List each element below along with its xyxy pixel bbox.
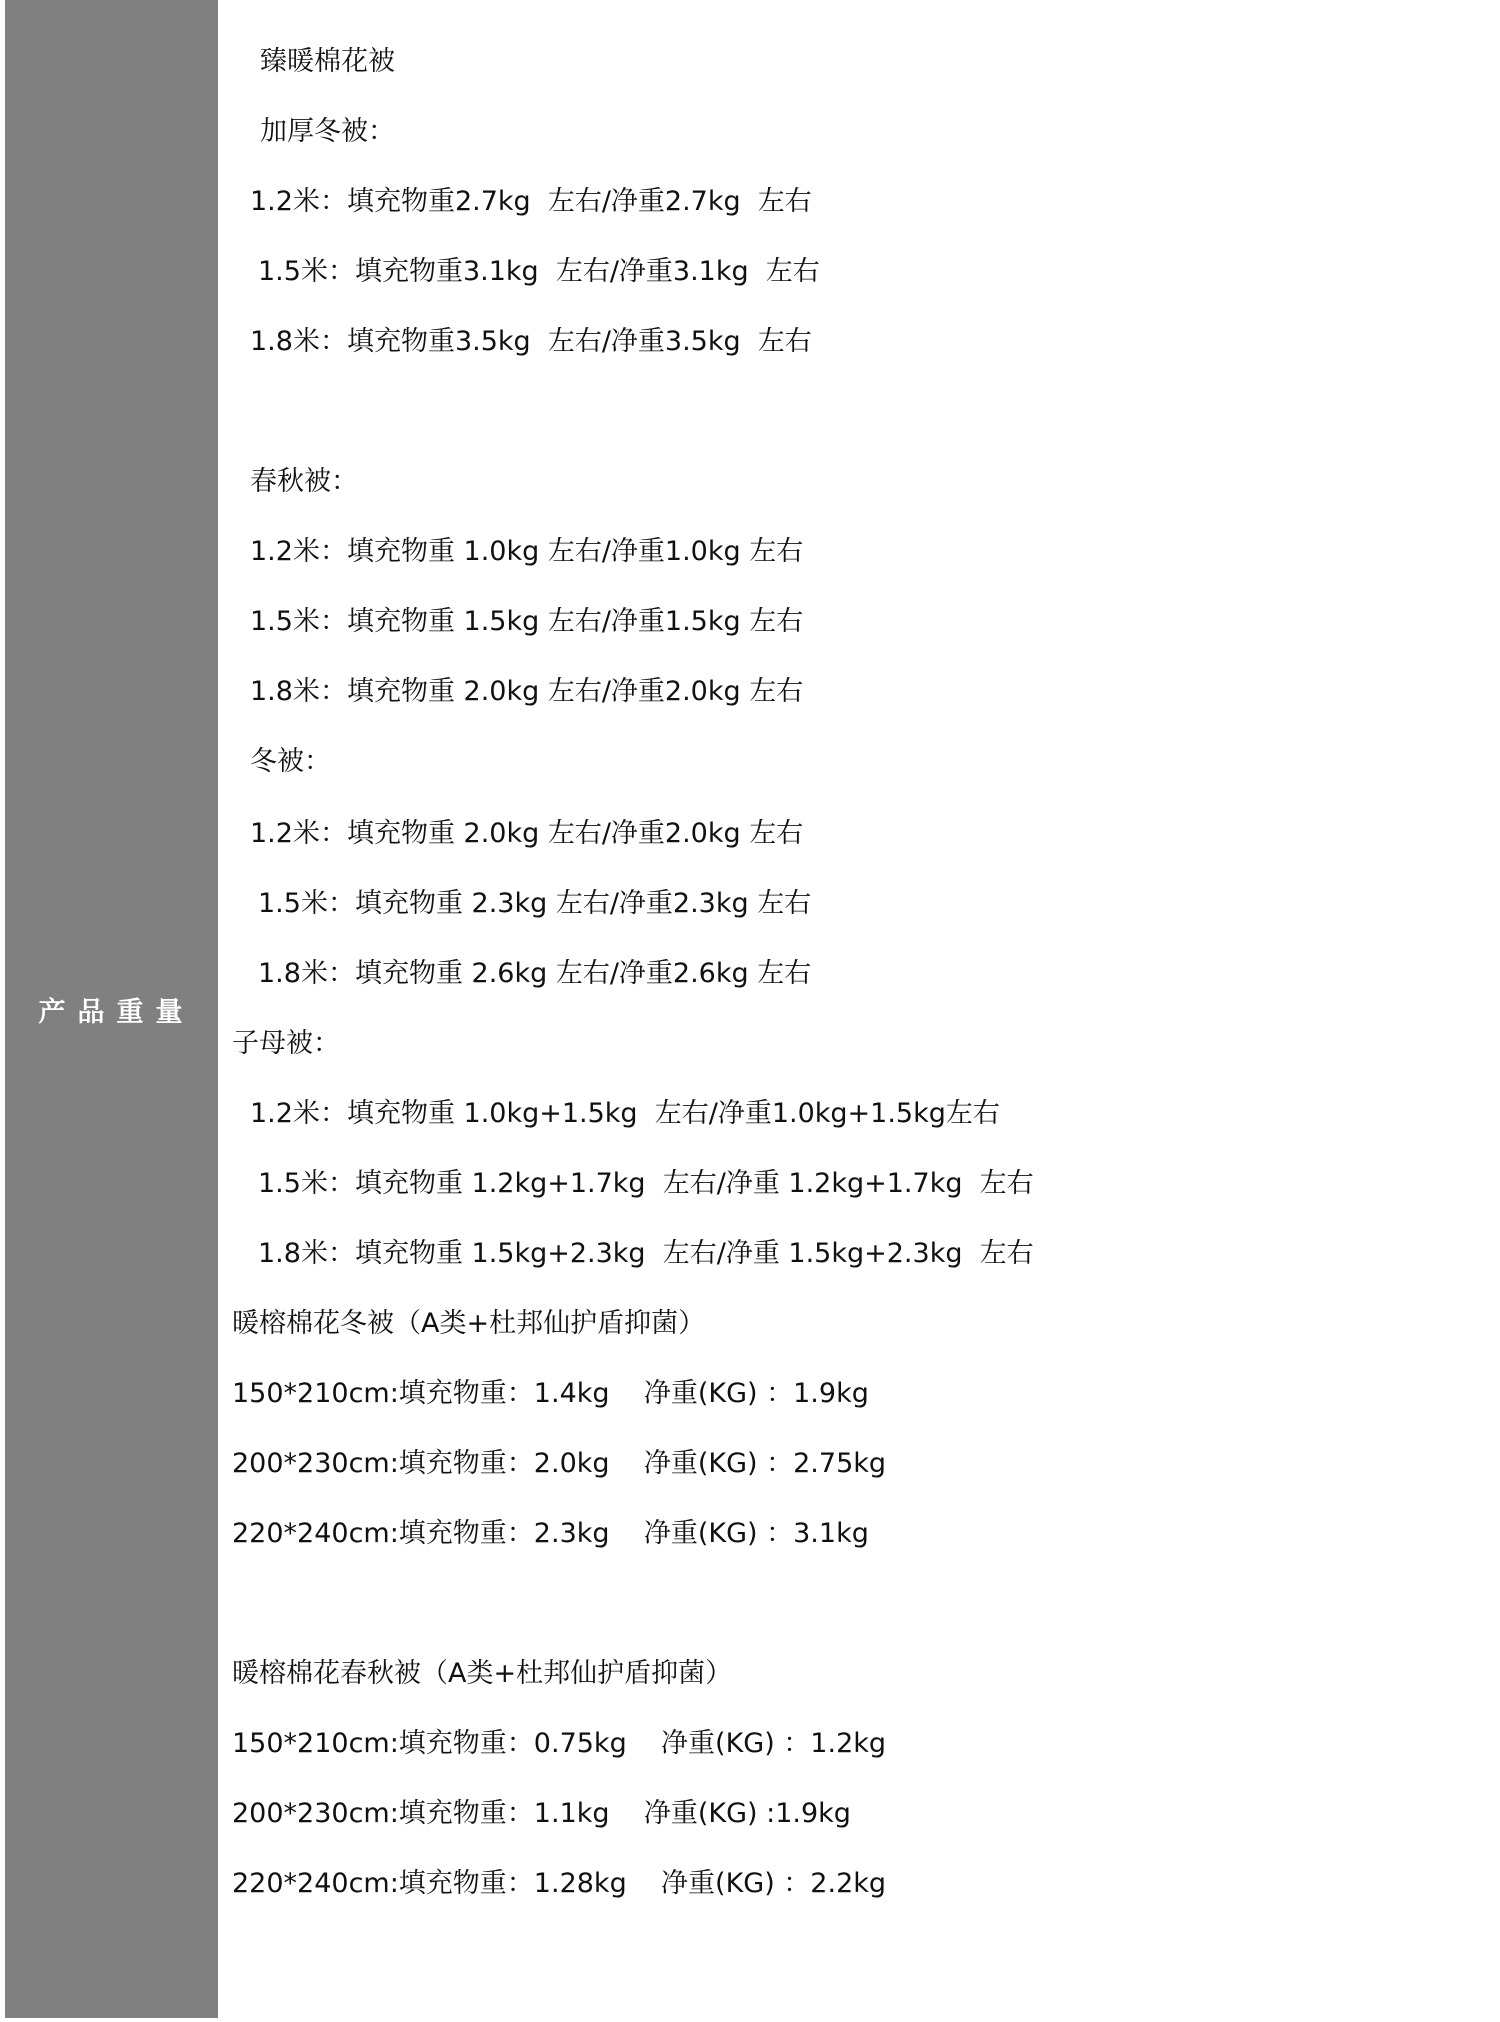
spec-line: 200*230cm:填充物重：2.0kg 净重(KG) ：2.75kg bbox=[232, 1448, 887, 1479]
section-title-nuanrong-spring-autumn: 暖榕棉花春秋被（A类+杜邦仙护盾抑菌） bbox=[232, 1658, 733, 1689]
subsection-spring-autumn: 春秋被： bbox=[250, 466, 358, 497]
spec-line: 1.5米：填充物重 1.5kg 左右/净重1.5kg 左右 bbox=[250, 606, 804, 637]
spec-line: 1.5米：填充物重 1.2kg+1.7kg 左右/净重 1.2kg+1.7kg 左右 bbox=[258, 1168, 1034, 1199]
spec-line: 150*210cm:填充物重：0.75kg 净重(KG) ：1.2kg bbox=[232, 1728, 887, 1759]
spec-line: 220*240cm:填充物重：2.3kg 净重(KG) ：3.1kg bbox=[232, 1518, 869, 1549]
spec-line: 220*240cm:填充物重：1.28kg 净重(KG) ：2.2kg bbox=[232, 1868, 887, 1899]
subsection-thick-winter: 加厚冬被： bbox=[260, 116, 395, 147]
spec-line: 1.5米：填充物重3.1kg 左右/净重3.1kg 左右 bbox=[258, 256, 820, 287]
spec-line: 200*230cm:填充物重：1.1kg 净重(KG) :1.9kg bbox=[232, 1798, 851, 1829]
spec-line: 1.2米：填充物重 1.0kg+1.5kg 左右/净重1.0kg+1.5kg左右 bbox=[250, 1098, 1000, 1129]
subsection-combo: 子母被： bbox=[232, 1028, 340, 1059]
subsection-winter: 冬被： bbox=[250, 746, 331, 777]
spec-line: 1.8米：填充物重3.5kg 左右/净重3.5kg 左右 bbox=[250, 326, 812, 357]
spec-line: 1.2米：填充物重 1.0kg 左右/净重1.0kg 左右 bbox=[250, 536, 804, 567]
side-label-text: 产品重量 bbox=[38, 996, 195, 1028]
spec-line: 1.8米：填充物重 2.6kg 左右/净重2.6kg 左右 bbox=[258, 958, 812, 989]
spec-line: 150*210cm:填充物重：1.4kg 净重(KG) ：1.9kg bbox=[232, 1378, 869, 1409]
spec-line: 1.2米：填充物重2.7kg 左右/净重2.7kg 左右 bbox=[250, 186, 812, 217]
spec-line: 1.5米：填充物重 2.3kg 左右/净重2.3kg 左右 bbox=[258, 888, 812, 919]
spec-line: 1.8米：填充物重 1.5kg+2.3kg 左右/净重 1.5kg+2.3kg 左右 bbox=[258, 1238, 1034, 1269]
section-title-zhennuan: 臻暖棉花被 bbox=[260, 46, 395, 77]
spec-line: 1.8米：填充物重 2.0kg 左右/净重2.0kg 左右 bbox=[250, 676, 804, 707]
section-title-nuanrong-winter: 暖榕棉花冬被（A类+杜邦仙护盾抑菌） bbox=[232, 1308, 706, 1339]
spec-line: 1.2米：填充物重 2.0kg 左右/净重2.0kg 左右 bbox=[250, 818, 804, 849]
